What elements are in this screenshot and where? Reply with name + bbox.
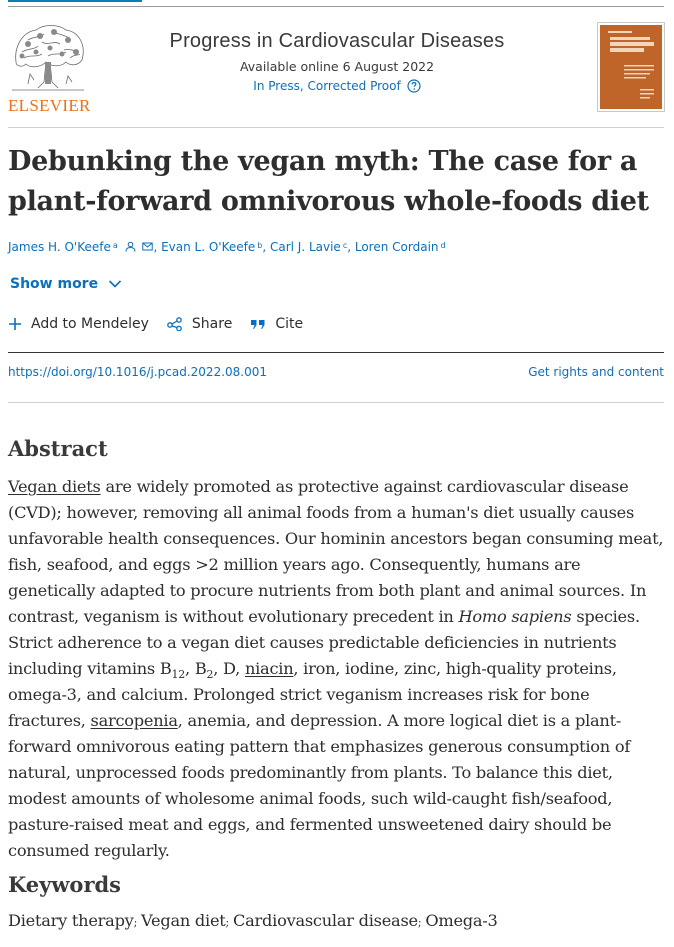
show-more-label: Show more (10, 276, 99, 292)
journal-title[interactable]: Progress in Cardiovascular Diseases (169, 30, 505, 52)
vegan-diets-link[interactable]: Vegan diets (8, 477, 101, 496)
doi-bottom-divider (8, 402, 664, 403)
journal-cover-image[interactable] (597, 22, 665, 112)
author-link-3[interactable]: Carl J. Lavie $^c$ (269, 240, 348, 254)
person-icon[interactable] (125, 241, 136, 252)
sarcopenia-link[interactable]: sarcopenia (90, 711, 178, 730)
share-button[interactable] (167, 316, 232, 332)
journal-header (8, 20, 666, 116)
available-online-date: Available online 6 August 2022 (239, 59, 435, 74)
article-title: Debunking the vegan myth: The case for a plant-forward omnivorous whole-foods diet (8, 146, 649, 217)
abstract-text: Vegan diets are widely promoted as protective against cardiovascular disease (CVD); however, removing all animal foods from a human's diet usually causes unfavorable health consequences. Our hominin ancestors began consuming meat, fish, seafood, and eggs >2 million years ago. Consequently, humans are genetically adapted to procure nutrients from both plant and animal sources. In contrast, veganism is without evolutionary precedent in Homo sapiens species. Strict adherence to a vegan diet causes predictable deficiencies in nutrients including vitamins $B_{12}$, $B_2$, D, niacin, iron, iodine, zinc, high-quality proteins, omega-3, and calcium. Prolonged strict veganism increases risk for bone fractures, sarcopenia, anemia, and depression. A more logical diet is a plant-forward omnivorous eating pattern that emphasizes generous consumption of natural, unprocessed foods predominantly from plants. To balance this diet, modest amounts of wholesome animal foods, such wild-caught fish/seafood, pasture-raised meat and eggs, and fermented unsweetened dairy should be consumed regularly. (8, 477, 664, 860)
plus-icon (8, 317, 22, 331)
keywords-heading: Keywords (8, 872, 122, 897)
quote-icon (250, 317, 266, 331)
doi-link[interactable]: https://doi.org/10.1016/j.pcad.2022.08.001 (8, 365, 268, 379)
mendeley-label: Add to Mendeley (31, 316, 149, 332)
elsevier-logo[interactable] (8, 22, 90, 114)
cover-text-lines-icon (600, 25, 662, 109)
top-accent-bar (8, 0, 142, 2)
author-link-4[interactable]: Loren Cordain $^d$ (354, 240, 446, 254)
share-label: Share (191, 316, 233, 332)
rights-and-content-link[interactable]: Get rights and content (528, 365, 664, 379)
keyword-list: Dietary therapy; Vegan diet; Cardiovascular disease; Omega-3 (8, 911, 498, 930)
abstract-heading: Abstract (8, 436, 108, 461)
author-list: James H. O'Keefe $^a$ , Evan L. O'Keefe $^b$, Carl J. Lavie $^c$, Loren Cordain $^d$ (8, 240, 446, 254)
keyword-item[interactable]: Dietary therapy (8, 911, 134, 930)
journal-info (100, 30, 574, 94)
author-link-2[interactable]: Evan L. O'Keefe $^b$ (161, 240, 263, 254)
cite-button[interactable] (250, 316, 303, 332)
species-name: Homo sapiens (458, 607, 572, 626)
publisher-wordmark: ELSEVIER (8, 96, 91, 115)
email-icon[interactable] (142, 241, 153, 252)
author-separator: , (153, 240, 162, 254)
elsevier-tree-icon (8, 22, 88, 94)
in-press-label[interactable]: In Press, Corrected Proof (253, 79, 401, 93)
author-link-1[interactable]: James H. O'Keefe $^a$ (8, 240, 118, 254)
help-circle-icon[interactable] (407, 79, 421, 93)
share-icon (167, 317, 183, 331)
cite-label: Cite (275, 316, 304, 332)
keyword-item[interactable]: Cardiovascular disease (233, 911, 418, 930)
add-to-mendeley-button[interactable] (8, 316, 149, 332)
show-more-button[interactable] (10, 276, 122, 292)
chevron-down-icon (108, 279, 122, 289)
keyword-item[interactable]: Vegan diet (141, 911, 226, 930)
doi-top-divider (8, 352, 664, 353)
keyword-item[interactable]: Omega-3 (425, 911, 498, 930)
top-divider (8, 6, 664, 7)
article-actions-toolbar (8, 316, 321, 332)
journal-cover-art (600, 25, 662, 109)
header-divider (8, 127, 664, 128)
niacin-link[interactable]: niacin (244, 659, 294, 678)
in-press-status[interactable] (253, 79, 420, 93)
